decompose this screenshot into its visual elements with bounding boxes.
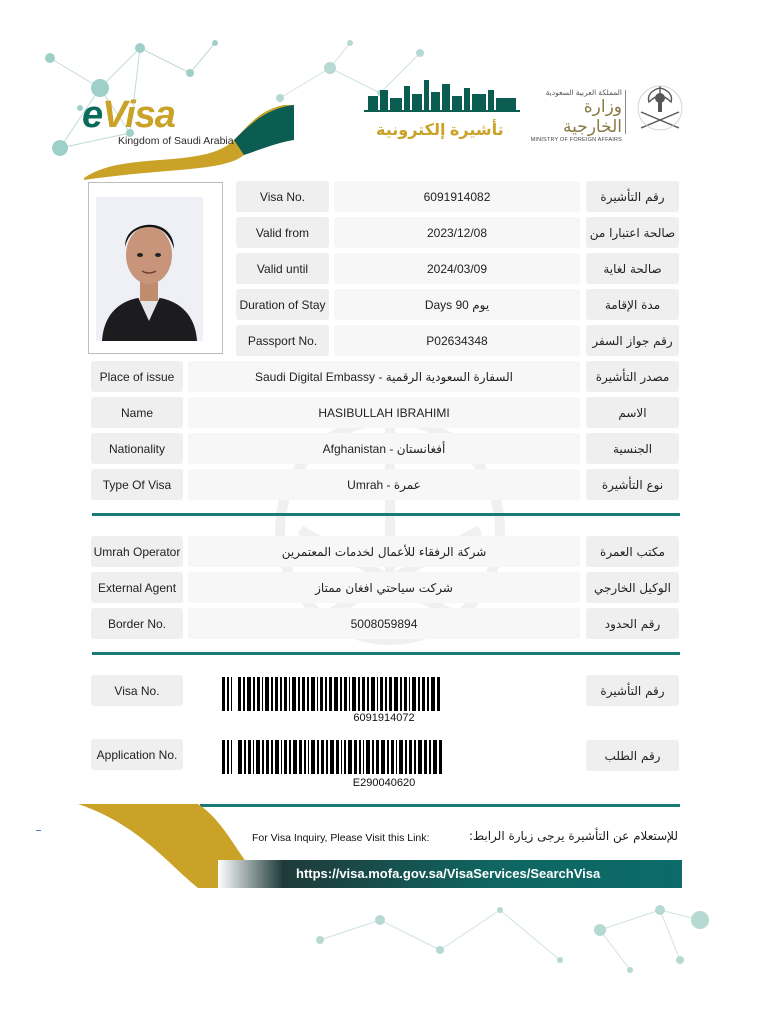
label-umrah-operator: Umrah Operator	[91, 536, 183, 567]
label-border-no-ar: رقم الحدود	[586, 608, 679, 639]
saudi-emblem-icon	[633, 82, 687, 136]
passport-photo	[96, 197, 203, 341]
ministry-name-ar: وزارة الخارجية	[562, 97, 622, 137]
value-name: HASIBULLAH IBRAHIMI	[188, 397, 580, 428]
value-border-no: 5008059894	[188, 608, 580, 639]
label-umrah-operator-ar: مكتب العمرة	[586, 536, 679, 567]
inquiry-text-ar: للإستعلام عن التأشيرة يرجى زيارة الرابط:	[468, 829, 678, 843]
visa-inquiry-link[interactable]: https://visa.mofa.gov.sa/VisaServices/SearchVisa	[296, 866, 601, 881]
label-valid-until: Valid until	[236, 253, 329, 284]
header-divider	[625, 90, 626, 134]
label-application-no-ar: رقم الطلب	[586, 740, 679, 771]
city-skyline-icon	[364, 78, 520, 112]
value-visa-no: 6091914082	[334, 181, 580, 212]
label-duration: Duration of Stay	[236, 289, 329, 320]
evisa-logo-e: e	[82, 94, 103, 136]
barcode-application-no	[222, 740, 444, 774]
value-passport-no: P02634348	[334, 325, 580, 356]
label-valid-until-ar: صالحة لغاية	[586, 253, 679, 284]
barcode-visa-no	[222, 677, 442, 711]
evisa-logo	[82, 94, 175, 137]
label-visa-type-ar: نوع التأشيرة	[586, 469, 679, 500]
section-divider-1	[92, 513, 680, 516]
ministry-name-en: MINISTRY OF FOREIGN AFFAIRS	[530, 137, 622, 143]
value-external-agent: شركت سياحتي افغان ممتاز	[188, 572, 580, 603]
value-visa-type: Umrah - عمرة	[188, 469, 580, 500]
label-valid-from-ar: صالحة اعتبارا من	[586, 217, 679, 248]
brand-subtitle: Kingdom of Saudi Arabia	[118, 135, 234, 147]
label-place-of-issue: Place of issue	[91, 361, 183, 392]
label-border-no: Border No.	[91, 608, 183, 639]
value-duration: Days 90 يوم	[334, 289, 580, 320]
label-nationality: Nationality	[91, 433, 183, 464]
value-place-of-issue: Saudi Digital Embassy - السفارة السعودية الرقمية	[188, 361, 580, 392]
barcode-visa-no-text: 6091914072	[353, 712, 415, 724]
margin-mark	[36, 830, 41, 831]
inquiry-text-en: For Visa Inquiry, Please Visit this Link:	[252, 832, 430, 844]
section-divider-2	[92, 652, 680, 655]
label-place-of-issue-ar: مصدر التأشيرة	[586, 361, 679, 392]
label-passport-no-ar: رقم جواز السفر	[586, 325, 679, 356]
label-duration-ar: مدة الإقامة	[586, 289, 679, 320]
label-barcode-visa-no: Visa No.	[91, 675, 183, 706]
arabic-evisa-title: تأشيرة إلكترونية	[376, 122, 504, 139]
label-valid-from: Valid from	[236, 217, 329, 248]
evisa-logo-visa: Visa	[102, 94, 175, 136]
value-valid-until: 2024/03/09	[334, 253, 580, 284]
label-application-no: Application No.	[91, 739, 183, 770]
barcode-application-no-text: E290040620	[352, 777, 416, 789]
label-visa-type: Type Of Visa	[91, 469, 183, 500]
ministry-logo	[520, 88, 622, 143]
label-external-agent-ar: الوكيل الخارجي	[586, 572, 679, 603]
label-name-ar: الاسم	[586, 397, 679, 428]
label-external-agent: External Agent	[91, 572, 183, 603]
label-passport-no: Passport No.	[236, 325, 329, 356]
label-nationality-ar: الجنسية	[586, 433, 679, 464]
ministry-kingdom-ar: المملكة العربية السعودية	[545, 88, 622, 97]
section-divider-3	[200, 804, 680, 807]
label-visa-no: Visa No.	[236, 181, 329, 212]
label-barcode-visa-no-ar: رقم التأشيرة	[586, 675, 679, 706]
label-name: Name	[91, 397, 183, 428]
network-decoration-bottom	[300, 890, 730, 985]
value-nationality: Afghanistan - أفغانستان	[188, 433, 580, 464]
value-umrah-operator: شركة الرفقاء للأعمال لخدمات المعتمرين	[188, 536, 580, 567]
label-visa-no-ar: رقم التأشيرة	[586, 181, 679, 212]
value-valid-from: 2023/12/08	[334, 217, 580, 248]
